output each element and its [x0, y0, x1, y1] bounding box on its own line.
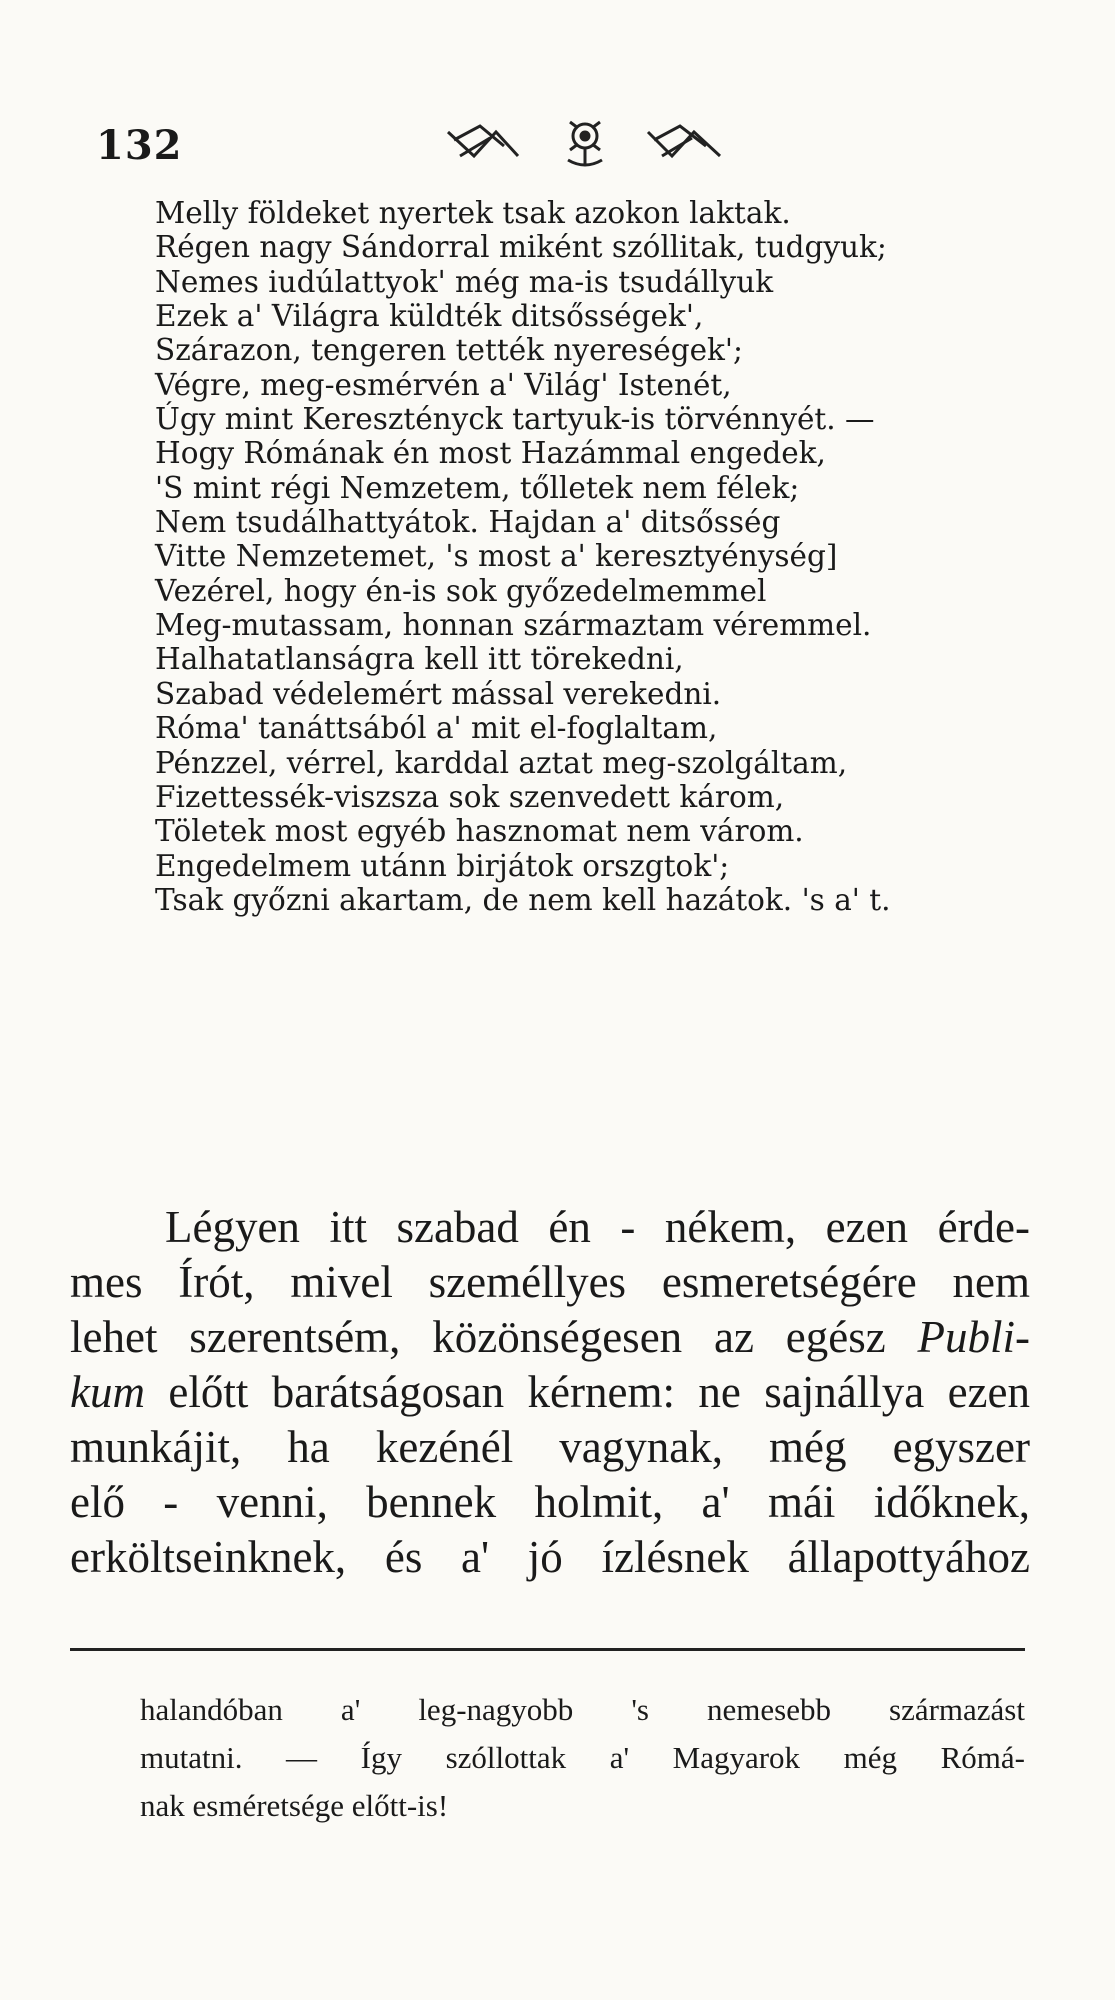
- verse-line: Régen nagy Sándorral miként szóllitak, tudgyuk;: [155, 230, 887, 265]
- verse-line: Szárazon, tengeren tették nyereségek';: [155, 333, 743, 368]
- verse-line: Tsak győzni akartam, de nem kell hazátok. 's a' t.: [155, 882, 891, 917]
- verse-line: Melly földeket nyertek tsak azokon laktak.: [155, 196, 791, 230]
- verse-line: Fizettessék-viszsza sok szenvedett károm,: [155, 779, 785, 814]
- verse-line: Úgy mint Keresztényck tartyuk-is törvénnyét. —: [155, 402, 875, 437]
- footnote-block: [140, 1686, 1025, 1830]
- verse-line: Róma' tanáttsából a' mit el-foglaltam,: [155, 711, 718, 746]
- verse-line: Pénzzel, vérrel, karddal aztat meg-szolgáltam,: [155, 745, 848, 780]
- page-number: 132: [96, 122, 183, 169]
- verse-line: Halhatatlanságra kell itt törekedni,: [155, 642, 684, 677]
- verse-line: Vitte Nemzetemet, 's most a' keresztyénység]: [155, 539, 838, 574]
- footnote-line: halandóban a' leg-nagyobb 's nemesebb származást: [140, 1692, 1025, 1727]
- left-flourish-icon: [448, 126, 518, 156]
- verse-line: Nem tsudálhattyátok. Hajdan a' ditsősség: [155, 505, 781, 540]
- right-flourish-icon: [648, 126, 720, 156]
- prose-line: [70, 1530, 1030, 1585]
- header-ornament: [440, 112, 730, 172]
- prose-italic: kum: [70, 1367, 145, 1417]
- prose-text: előtt barátságosan kérnem: ne sajnállya ezen: [144, 1367, 1030, 1417]
- prose-line: [70, 1200, 1030, 1255]
- footnote-line: mutatni. — Így szóllottak a' Magyarok még Rómá-: [140, 1740, 1025, 1775]
- footnote-divider: [70, 1648, 1025, 1651]
- prose-line: [70, 1365, 1030, 1420]
- verse-line: Szabad védelemért mással verekedni.: [155, 676, 722, 711]
- prose-line: [70, 1255, 1030, 1310]
- verse-line: Engedelmem utánn birjátok orszgtok';: [155, 848, 730, 883]
- prose-text: lehet szerentsém, közönségesen az egész: [70, 1312, 918, 1362]
- verse-line: Hogy Rómának én most Hazámmal engedek,: [155, 436, 826, 471]
- verse-line: Töletek most egyéb hasznomat nem várom.: [155, 814, 804, 849]
- verse-line: Vezérel, hogy én-is sok győzedelmemmel: [155, 573, 767, 608]
- verse-line: Ezek a' Világra küldték ditsősségek',: [155, 299, 704, 334]
- prose-line: [70, 1475, 1030, 1530]
- prose-text: Légyen itt szabad én - nékem, ezen érde-: [165, 1202, 1030, 1252]
- prose-line: [70, 1420, 1030, 1475]
- verse-line: Végre, meg-esmérvén a' Világ' Istenét,: [155, 367, 732, 402]
- prose-line: [70, 1310, 1030, 1365]
- prose-text: elő - venni, bennek holmit, a' mái időknek,: [70, 1477, 1030, 1527]
- center-flower-icon: [568, 122, 602, 165]
- verse-line: 'S mint régi Nemzetem, tőlletek nem félek;: [155, 470, 800, 505]
- verse-line: Meg-mutassam, honnan származtam véremmel.: [155, 608, 872, 643]
- verse-line: Nemes iudúlattyok' még ma-is tsudállyuk: [155, 264, 774, 299]
- footnote-line: nak esméretsége előtt-is!: [140, 1788, 449, 1823]
- prose-italic: Publi-: [917, 1312, 1030, 1362]
- prose-paragraph: [70, 1200, 1030, 1585]
- verse-block: [155, 196, 1025, 917]
- prose-text: erköltseinknek, és a' jó ízlésnek állapottyához: [70, 1532, 1030, 1582]
- prose-text: mes Írót, mivel személlyes esmeretségére nem: [70, 1257, 1030, 1307]
- prose-text: munkájit, ha kezénél vagynak, még egyszer: [70, 1422, 1030, 1472]
